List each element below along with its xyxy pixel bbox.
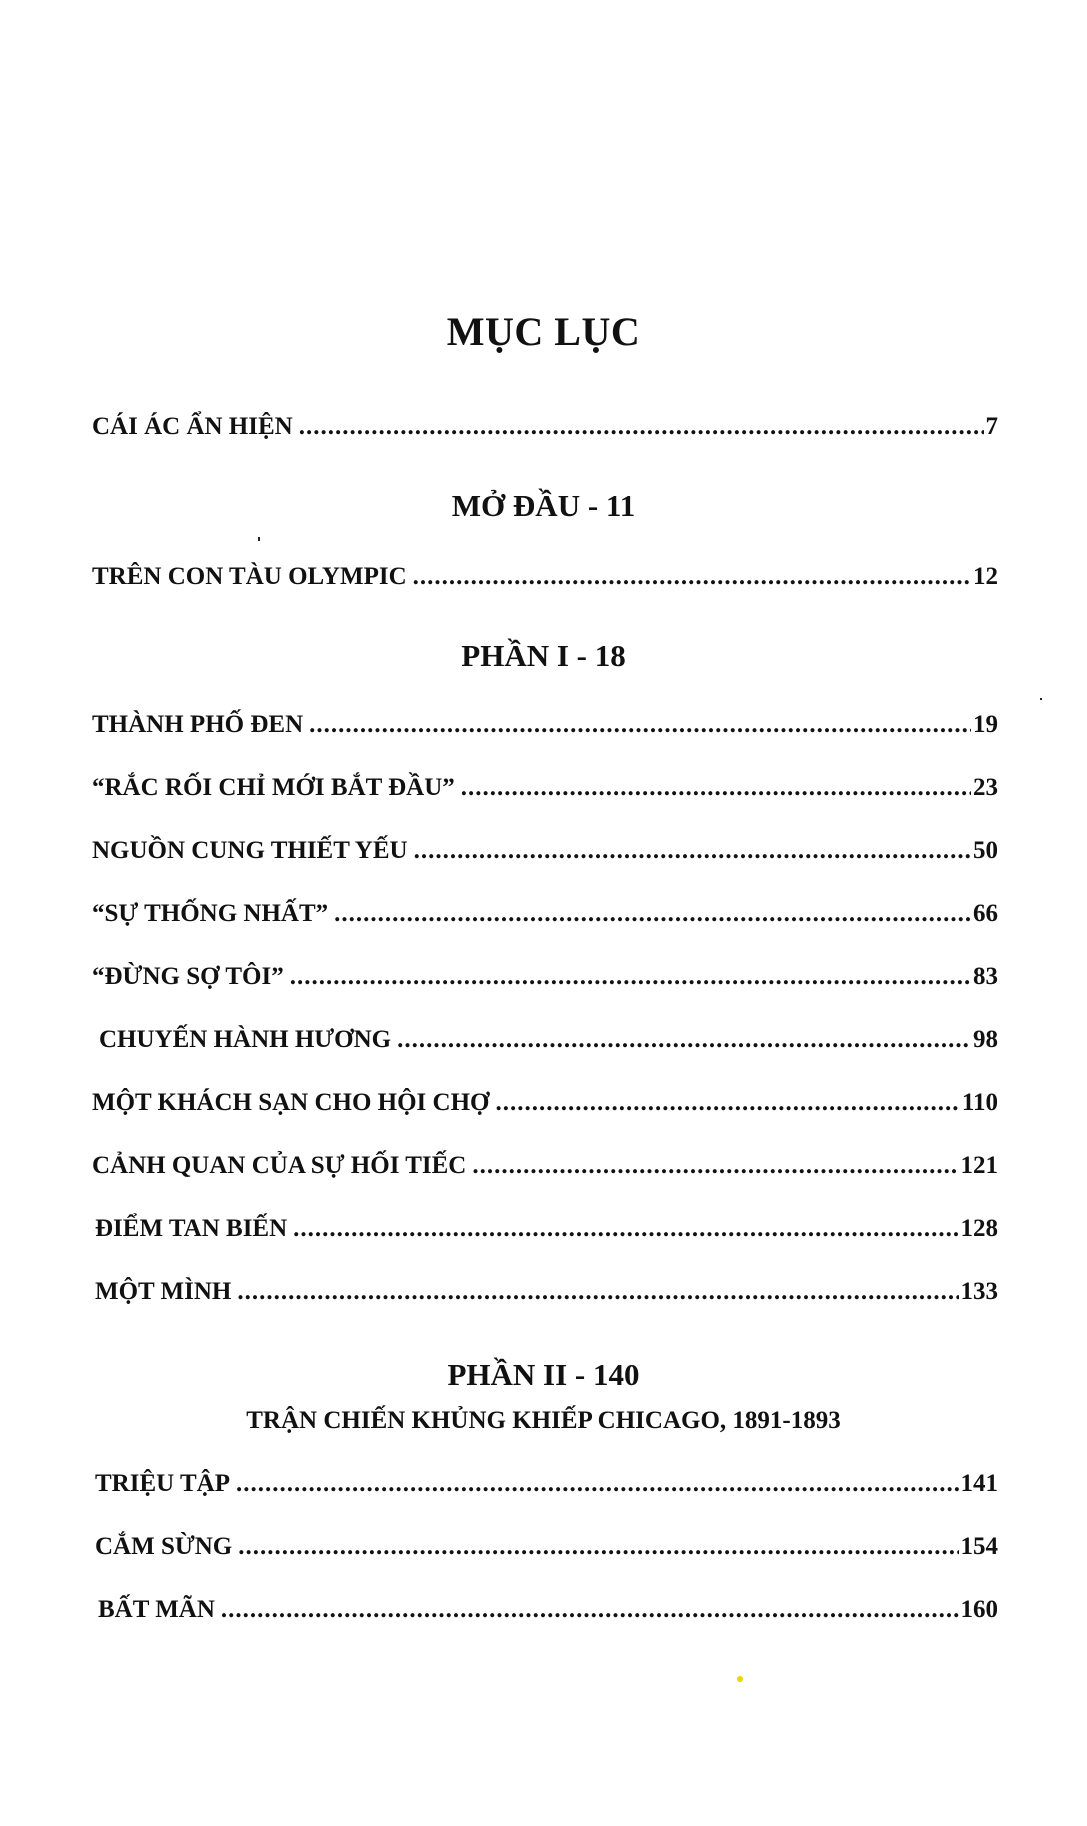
dot-leader [238,1533,958,1561]
toc-entry-page: 83 [973,963,998,990]
section-heading: PHẦN II - 140 [447,1357,640,1392]
toc-entry-label: NGUỒN CUNG THIẾT YẾU [92,837,408,864]
toc-entry-page: 141 [960,1470,998,1497]
toc-entry-label: “ĐỪNG SỢ TÔI” [92,963,284,990]
toc-entry-page: 160 [960,1596,998,1623]
stray-mark [737,1676,743,1682]
page-title: MỤC LỤC [446,309,641,354]
section-heading: MỞ ĐẦU - 11 [451,488,636,523]
toc-entry [92,413,998,447]
dot-leader [236,1470,959,1498]
toc-entry-label: “SỰ THỐNG NHẤT” [92,900,329,927]
toc-entry [95,1533,998,1567]
toc-entry-page: 110 [961,1089,998,1116]
stray-mark [1040,698,1042,700]
toc-entry-label: BẤT MÃN [98,1596,215,1623]
toc-entry-page: 66 [973,900,998,927]
toc-entry-page: 154 [960,1533,998,1560]
dot-leader [237,1278,958,1306]
toc-entry-page: 121 [960,1152,998,1179]
toc-entry-label: MỘT KHÁCH SẠN CHO HỘI CHỢ [92,1089,490,1116]
dot-leader [293,1215,958,1243]
dot-leader [414,837,971,865]
toc-entry-label: CẢNH QUAN CỦA SỰ HỐI TIẾC [92,1152,467,1179]
toc-entry [95,1278,998,1312]
toc-entry [92,837,998,871]
toc-entry-label: “RẮC RỐI CHỈ MỚI BẮT ĐẦU” [92,774,455,801]
dot-leader [221,1596,959,1624]
section-heading: PHẦN I - 18 [461,638,626,673]
toc-entry-label: CHUYẾN HÀNH HƯƠNG [99,1026,392,1053]
toc-entry-label: ĐIỂM TAN BIẾN [95,1215,288,1242]
toc-entry [92,900,998,934]
dot-leader [309,711,971,739]
toc-entry-page: 23 [973,774,998,801]
toc-entry [95,1470,998,1504]
stray-mark [258,537,260,541]
toc-entry-page: 128 [960,1215,998,1242]
dot-leader [461,774,971,802]
section-subheading: TRẬN CHIẾN KHỦNG KHIẾP CHICAGO, 1891-1893 [246,1407,841,1434]
toc-entry-page: 19 [973,711,998,738]
toc-entry-page: 50 [973,837,998,864]
toc-entry [92,963,998,997]
dot-leader [472,1152,958,1180]
toc-entry [92,1089,998,1123]
toc-entry [92,1152,998,1186]
toc-entry [95,1215,998,1249]
toc-entry-page: 12 [973,563,998,590]
toc-entry-page: 7 [985,413,998,440]
dot-leader [290,963,971,991]
toc-entry [99,1026,998,1060]
toc-entry-label: MỘT MÌNH [95,1278,232,1305]
dot-leader [496,1089,960,1117]
dot-leader [334,900,971,928]
toc-entry-label: TRÊN CON TÀU OLYMPIC [92,563,407,590]
toc-entry-page: 133 [960,1278,998,1305]
toc-entry [92,774,998,808]
dot-leader [299,413,984,441]
toc-entry [98,1596,998,1630]
toc-entry-label: CẮM SỪNG [95,1533,233,1560]
dot-leader [397,1026,971,1054]
toc-entry-label: TRIỆU TẬP [95,1470,230,1497]
toc-entry-page: 98 [973,1026,998,1053]
toc-entry [92,563,998,597]
toc-entry [92,711,998,745]
toc-entry-label: THÀNH PHỐ ĐEN [92,711,304,738]
toc-entry-label: CÁI ÁC ẨN HIỆN [92,413,293,440]
dot-leader [413,563,971,591]
